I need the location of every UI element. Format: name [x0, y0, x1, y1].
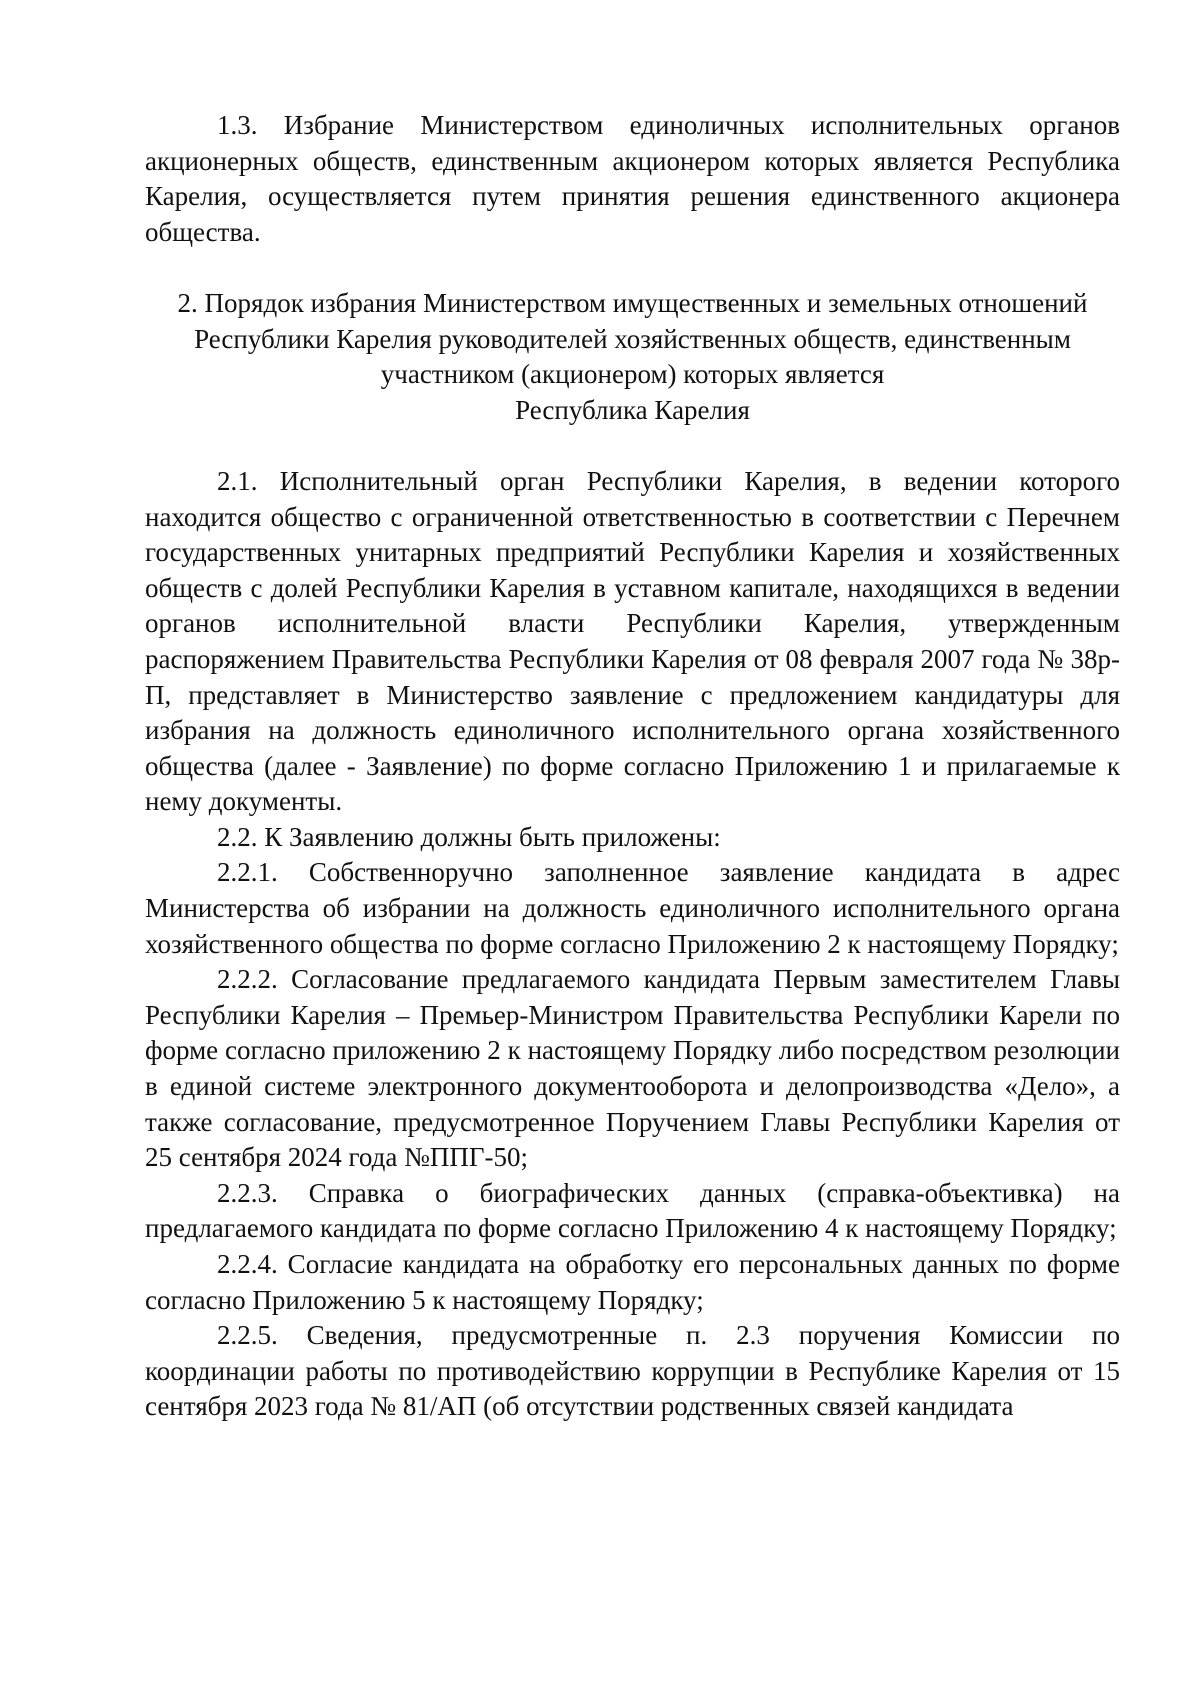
paragraph-2-2: 2.2. К Заявлению должны быть приложены: — [217, 821, 721, 852]
section-2-heading-line-4: Республика Карелия — [515, 394, 750, 425]
paragraph-2-2-4: 2.2.4. Согласие кандидата на обработку его персональных данных по форме согласно Приложению 5 к настоящему Порядку; — [145, 1249, 1120, 1315]
spacer — [145, 428, 1120, 464]
paragraph-2-1: 2.1. Исполнительный орган Республики Карелия, в ведении которого находится общество с ограниченной ответственностью в соответствии с Перечнем государственных унитарных предприятий Республики Карелия и хозяйственных обществ с долей Республики Карелия в уставном капитале, находящихся в ведении органов исполнительной власти Республики Карелия, утвержденным распоряжением Правительства Республики Карелия от 08 февраля 2007 года № 38р-П, представляет в Министерство заявление с предложением кандидатуры для избрания на должность единоличного исполнительного органа хозяйственного общества (далее - Заявление) по форме согласно Приложению 1 и прилагаемые к нему документы. — [145, 465, 1120, 817]
section-2-heading-line-2: Республики Карелия руководителей хозяйственных обществ, единственным — [194, 323, 1071, 354]
paragraph-2-2-5: 2.2.5. Сведения, предусмотренные п. 2.3 поручения Комиссии по координации работы по противодействию коррупции в Республике Карелия от 15 сентября 2023 года № 81/АП (об отсутствии родственных связей кандидата — [145, 1320, 1120, 1422]
document-page — [145, 108, 1120, 1425]
section-2-heading-line-1: 2. Порядок избрания Министерством имущественных и земельных отношений — [177, 287, 1088, 318]
paragraph-1-3: 1.3. Избрание Министерством единоличных исполнительных органов акционерных обществ, единственным акционером которых является Республика Карелия, осуществляется путем принятия решения единственного акционера общества. — [145, 110, 1120, 247]
section-2-heading-line-3: участником (акционером) которых является — [380, 359, 885, 390]
spacer — [145, 250, 1120, 286]
paragraph-2-2-3: 2.2.3. Справка о биографических данных (справка-объективка) на предлагаемого кандидата по форме согласно Приложению 4 к настоящему Порядку; — [145, 1177, 1120, 1244]
paragraph-2-2-2: 2.2.2. Согласование предлагаемого кандидата Первым заместителем Главы Республики Карелия – Премьер-Министром Правительства Республики Карели по форме согласно приложению 2 к настоящему Порядку либо посредством резолюции в единой системе электронного документооборота и делопроизводства «Дело», а также согласование, предусмотренное Поручением Главы Республики Карелия от 25 сентября 2024 года №ППГ-50; — [145, 964, 1120, 1173]
paragraph-2-2-1: 2.2.1. Собственноручно заполненное заявление кандидата в адрес Министерства об избрании на должность единоличного исполнительного органа хозяйственного общества по форме согласно Приложению 2 к настоящему Порядку; — [145, 857, 1120, 959]
section-2-heading — [145, 286, 1120, 428]
